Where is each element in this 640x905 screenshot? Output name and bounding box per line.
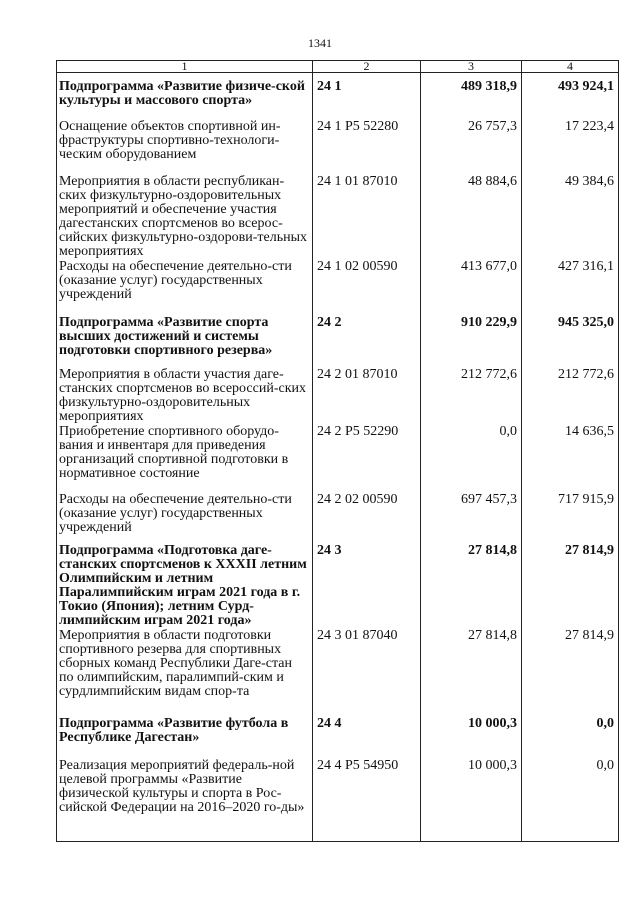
- row-value-col-3: 27 814,8: [468, 542, 517, 558]
- table-row: [57, 174, 619, 259]
- row-value-col-3: 48 884,6: [468, 173, 517, 189]
- row-name: Мероприятия в области участия даге-станских спортсменов во всероссий-ских физкультурно-оздоровительных мероприятиях: [59, 366, 306, 424]
- row-name: Подпрограмма «Развитие физиче-ской культуры и массового спорта»: [59, 79, 305, 108]
- row-value-col-3: 10 000,3: [468, 715, 517, 731]
- row-value-col-4: 14 636,5: [565, 423, 614, 439]
- row-name: Мероприятия в области подготовки спортивного резерва для спортивных сборных команд Республики Даге-стан по олимпийским, паралимпий-ским и сурдлимпийским видам спор-та: [59, 627, 292, 699]
- row-value-col-4: 17 223,4: [565, 118, 614, 134]
- row-code: 24 2 01 87010: [317, 366, 398, 382]
- budget-table-container: [56, 60, 618, 842]
- row-value-col-3: 212 772,6: [461, 366, 517, 382]
- row-name: Приобретение спортивного оборудо-вания и инвентаря для приведения организаций спортивной подготовки в нормативное состояние: [59, 423, 289, 481]
- row-name: Мероприятия в области республикан-ских физкультурно-оздоровительных мероприятий и обеспечение участия дагестанских спортсменов во всерос-сийских физкультурно-оздорови-тельных мероприятиях: [59, 173, 307, 259]
- row-value-col-4: 27 814,9: [565, 627, 614, 643]
- row-value-col-4: 212 772,6: [558, 366, 614, 382]
- table-row: [57, 716, 619, 758]
- table-row: [57, 628, 619, 716]
- row-name: Оснащение объектов спортивной ин-фраструктуры спортивно-технологи-ческим оборудованием: [59, 118, 281, 162]
- row-code: 24 1 01 87010: [317, 173, 398, 189]
- row-name: Подпрограмма «Развитие спорта высших достижений и системы подготовки спортивного резерва»: [59, 314, 273, 358]
- row-value-col-4: 493 924,1: [558, 79, 614, 94]
- row-value-col-3: 26 757,3: [468, 118, 517, 134]
- row-value-col-4: 427 316,1: [558, 258, 614, 274]
- table-row: [57, 424, 619, 492]
- row-value-col-4: 49 384,6: [565, 173, 614, 189]
- table-row: [57, 315, 619, 367]
- row-code: 24 2 P5 52290: [317, 423, 399, 439]
- row-value-col-4: 717 915,9: [558, 491, 614, 507]
- row-value-col-4: 0,0: [596, 757, 614, 773]
- header-col-3: 3: [421, 61, 522, 73]
- row-value-col-3: 910 229,9: [461, 314, 517, 330]
- table-body: [57, 73, 619, 842]
- row-value-col-3: 697 457,3: [461, 491, 517, 507]
- table-header-row: [57, 61, 619, 73]
- row-code: 24 2: [317, 314, 342, 330]
- row-code: 24 4 P5 54950: [317, 757, 399, 773]
- page-number: 1341: [308, 36, 332, 50]
- table-row: [57, 119, 619, 174]
- budget-table: [56, 60, 619, 842]
- row-value-col-4: 0,0: [596, 715, 614, 731]
- table-row: [57, 73, 619, 119]
- table-row: [57, 259, 619, 315]
- row-value-col-3: 10 000,3: [468, 757, 517, 773]
- row-code: 24 2 02 00590: [317, 491, 398, 507]
- table-row: [57, 758, 619, 842]
- row-code: 24 1: [317, 79, 342, 94]
- row-code: 24 1 02 00590: [317, 258, 398, 274]
- row-code: 24 3 01 87040: [317, 627, 398, 643]
- row-code: 24 4: [317, 715, 342, 731]
- row-value-col-4: 945 325,0: [558, 314, 614, 330]
- header-col-1: 1: [57, 61, 313, 73]
- row-name: Реализация мероприятий федераль-ной целевой программы «Развитие физической культуры и спорта в Рос-сийской Федерации на 2016–2020 го-ды»: [59, 757, 305, 815]
- row-name: Подпрограмма «Развитие футбола в Республике Дагестан»: [59, 715, 289, 745]
- header-col-2: 2: [313, 61, 421, 73]
- row-code: 24 3: [317, 542, 342, 558]
- row-name: Расходы на обеспечение деятельно-сти (оказание услуг) государственных учреждений: [59, 258, 292, 302]
- row-value-col-3: 0,0: [499, 423, 517, 439]
- table-row: [57, 492, 619, 543]
- row-name: Расходы на обеспечение деятельно-сти (оказание услуг) государственных учреждений: [59, 491, 292, 535]
- table-row: [57, 367, 619, 424]
- header-col-4: 4: [522, 61, 619, 73]
- row-value-col-4: 27 814,9: [565, 542, 614, 558]
- row-code: 24 1 P5 52280: [317, 118, 399, 134]
- row-value-col-3: 489 318,9: [461, 79, 517, 94]
- row-value-col-3: 413 677,0: [461, 258, 517, 274]
- row-name: Подпрограмма «Подготовка даге-станских спортсменов к XXXII летним Олимпийским и летним Паралимпийским играм 2021 года в г. Токио (Япония); летним Сурд-лимпийским играм 2021 года»: [59, 542, 307, 628]
- row-value-col-3: 27 814,8: [468, 627, 517, 643]
- table-row: [57, 543, 619, 628]
